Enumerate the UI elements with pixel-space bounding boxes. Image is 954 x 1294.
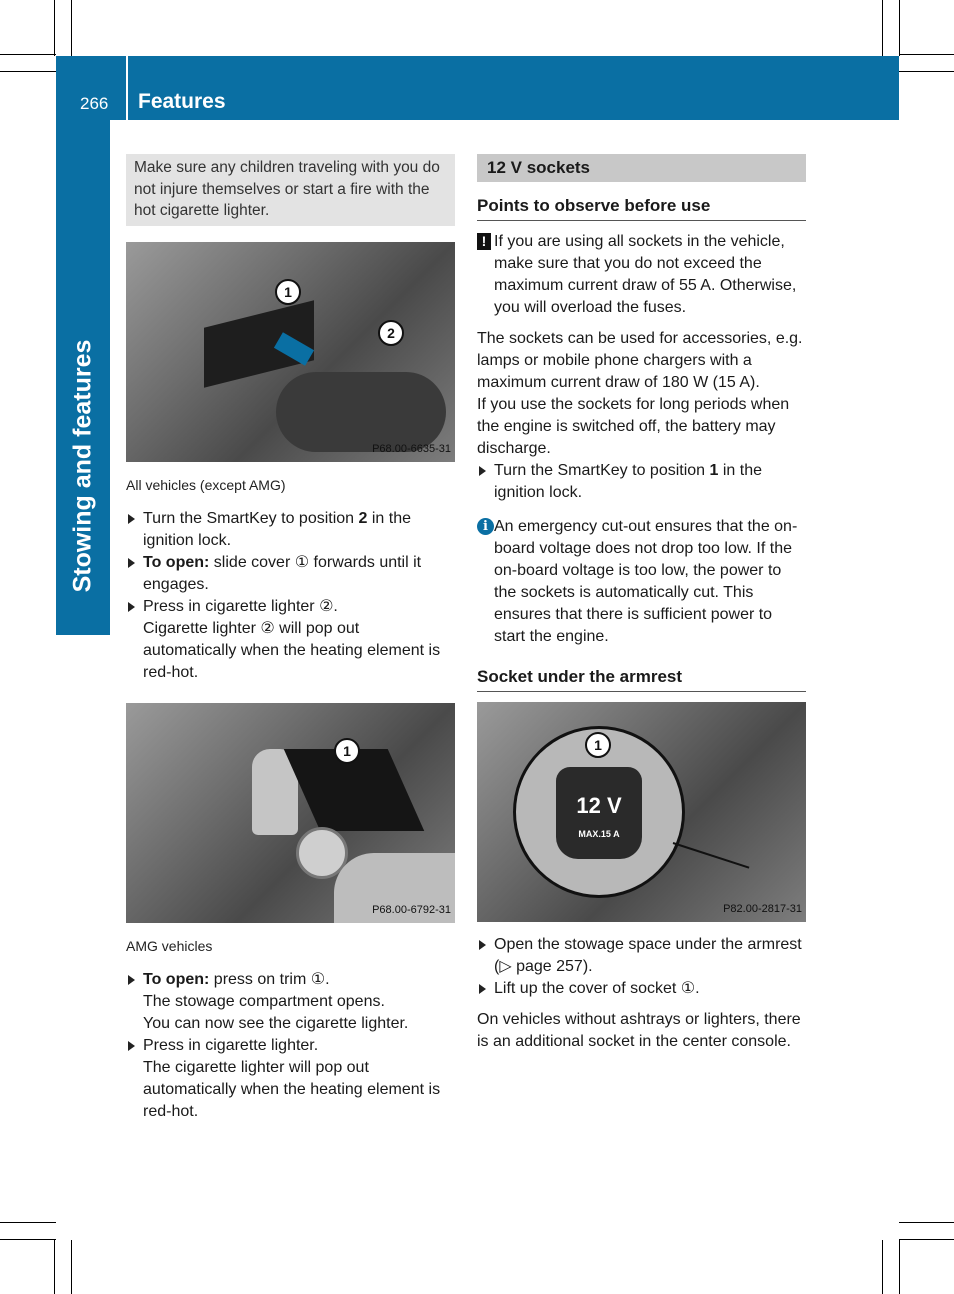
step-item: Turn the SmartKey to position 1 in the ignition lock.	[477, 460, 806, 504]
crop-mark	[54, 1240, 55, 1294]
side-tab-label: Stowing and features	[68, 339, 97, 593]
crop-mark	[899, 54, 954, 55]
step-continuation: You can now see the cigarette lighter.	[143, 1014, 409, 1032]
step-item: Lift up the cover of socket ①.	[477, 978, 806, 1000]
crop-mark	[0, 71, 56, 72]
photo-caption: All vehicles (except AMG)	[126, 476, 286, 493]
warning-note: ! If you are using all sockets in the vehicle, make sure that you do not exceed the maximum current draw of 55 A. Otherwise, you will overload the fuses.	[477, 231, 806, 319]
callout-1: 1	[275, 279, 301, 305]
paragraph: On vehicles without ashtrays or lighters, there is an additional socket in the center console.	[477, 1011, 801, 1050]
right-column	[477, 154, 806, 1053]
callout-1: 1	[334, 738, 360, 764]
photo-lighter-amg	[126, 703, 455, 923]
crop-mark	[882, 0, 883, 56]
info-icon: i	[477, 518, 494, 535]
step-item: Press in cigarette lighter ②.	[126, 596, 455, 618]
crop-mark	[899, 1239, 954, 1240]
section-title: Features	[138, 90, 226, 113]
step-continuation: Cigarette lighter ② will pop out automatically when the heating element is red-hot.	[143, 619, 441, 681]
subheading: Points to observe before use	[477, 195, 806, 221]
step-item: Open the stowage space under the armrest (▷ page 257).	[477, 934, 806, 978]
socket-cover	[556, 767, 642, 859]
photo-code: P68.00-6635-31	[372, 442, 451, 455]
crop-mark	[899, 71, 954, 72]
crop-mark	[899, 1222, 954, 1223]
subheading: Socket under the armrest	[477, 666, 806, 692]
crop-mark	[0, 54, 56, 55]
socket-rating: MAX.15 A	[578, 829, 620, 839]
left-column	[126, 154, 455, 1123]
photo-caption: AMG vehicles	[126, 937, 213, 954]
step-item: To open: slide cover ① forwards until it engages.	[126, 552, 455, 596]
section-heading: 12 V sockets	[477, 154, 806, 182]
page-number: 266	[80, 94, 109, 113]
socket-voltage: 12 V	[576, 793, 622, 818]
step-item: Turn the SmartKey to position 2 in the ignition lock.	[126, 508, 455, 552]
photo-code: P82.00-2817-31	[723, 903, 802, 915]
crop-mark	[0, 1222, 56, 1223]
warning-icon: !	[477, 233, 491, 250]
crop-mark	[71, 1240, 72, 1294]
callout-1: 1	[585, 732, 611, 758]
crop-mark	[54, 0, 55, 56]
photo-lighter-standard	[126, 242, 455, 462]
pointer-line	[673, 842, 750, 869]
crop-mark	[899, 0, 900, 56]
step-continuation: The stowage compartment opens.	[143, 992, 385, 1010]
warning-box: Make sure any children traveling with you do not injure themselves or start a fire with the hot cigarette lighter.	[126, 154, 455, 226]
crop-mark	[0, 1239, 56, 1240]
step-item: Press in cigarette lighter.	[126, 1035, 455, 1057]
photo-armrest-socket	[477, 702, 806, 922]
crop-mark	[882, 1240, 883, 1294]
header-separator	[126, 56, 128, 120]
paragraph: The sockets can be used for accessories, e.g. lamps or mobile phone chargers with a maximum current draw of 180 W (15 A).	[477, 330, 803, 391]
step-continuation: The cigarette lighter will pop out automatically when the heating element is red-hot.	[143, 1058, 441, 1120]
callout-2: 2	[378, 320, 404, 346]
step-item: To open: press on trim ①.	[126, 969, 455, 991]
info-note: i An emergency cut-out ensures that the on-board voltage does not drop too low. If the on-board voltage is too low, the power to the sockets is automatically cut. This ensures that there is sufficient power to start the engine.	[477, 516, 806, 648]
crop-mark	[899, 1240, 900, 1294]
crop-mark	[71, 0, 72, 56]
paragraph: If you use the sockets for long periods when the engine is switched off, the battery may discharge.	[477, 396, 790, 457]
photo-code: P68.00-6792-31	[372, 903, 451, 916]
